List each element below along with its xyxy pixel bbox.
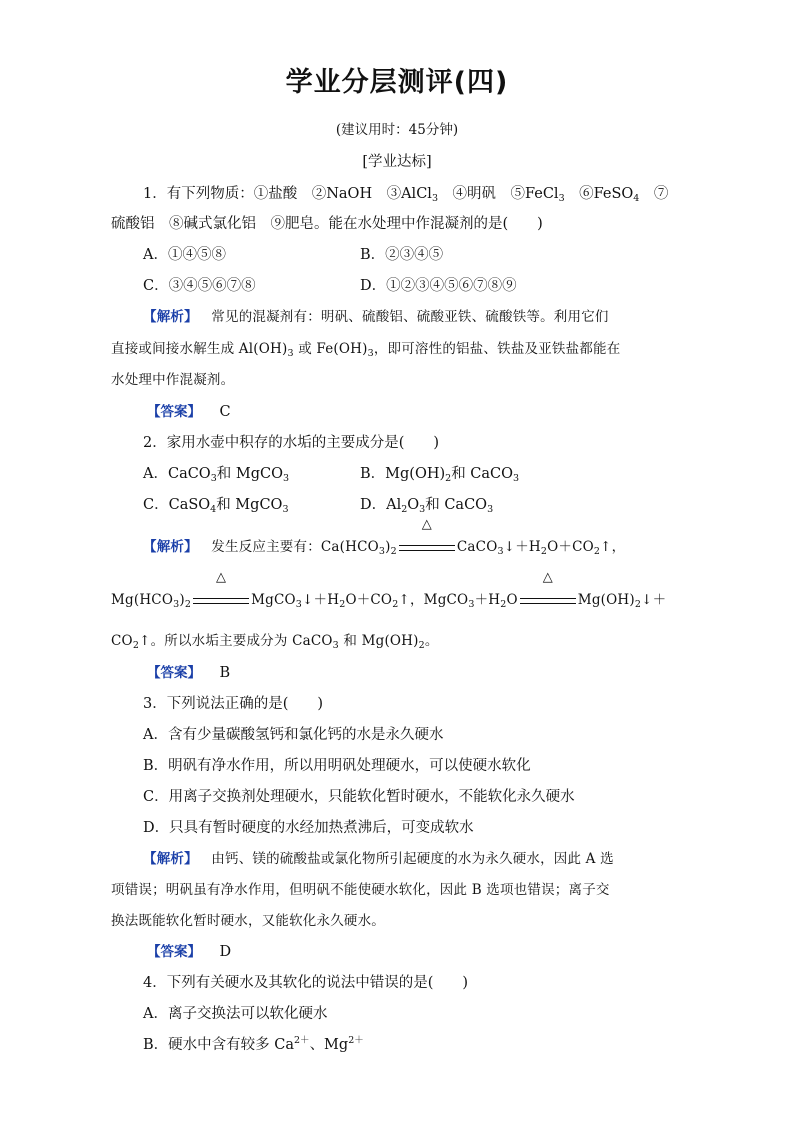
q1-option-c: C．③④⑤⑥⑦⑧ bbox=[143, 278, 256, 294]
q4-option-b: B．硬水中含有较多 $Ca^{2+}$、$Mg^{2+}$ bbox=[143, 1035, 364, 1053]
q3-analysis-line1: 【解析】 由钙、镁的硫酸盐或氯化物所引起硬度的水为永久硬水，因此 A 选 bbox=[143, 851, 614, 867]
q2-stem: 2．家用水壶中积存的水垢的主要成分是( ) bbox=[143, 435, 440, 451]
q2-answer: 【答案】 B bbox=[147, 665, 231, 681]
answer-tag: 【答案】 bbox=[147, 944, 201, 960]
q2-option-a: A．CaCO$_3$和 MgCO$_3$ bbox=[143, 466, 290, 484]
q1-analysis-line1: 【解析】 常见的混凝剂有：明矾、硫酸铝、硫酸亚铁、硫酸铁等。利用它们 bbox=[143, 309, 609, 325]
q2-option-c: C．CaSO$_4$和 MgCO$_3$ bbox=[143, 497, 289, 515]
q1-stem-line1: 1．有下列物质：①盐酸 ②NaOH ③AlCl$_3$ ④明矾 ⑤FeCl$_3$ ⑥FeSO$_4$ ⑦ bbox=[143, 186, 669, 204]
q2-analysis-line1: 【解析】 发生反应主要有：$Ca(HCO_3)_2$ △ $CaCO_3↓+H_2O+CO_2↑$， bbox=[143, 517, 626, 557]
q3-stem: 3．下列说法正确的是( ) bbox=[143, 696, 324, 712]
q1-stem-line2: 硫酸铝 ⑧碱式氯化铝 ⑨肥皂。能在水处理中作混凝剂的是( ) bbox=[111, 216, 543, 232]
q3-option-b: B．明矾有净水作用，所以用明矾处理硬水，可以使硬水软化 bbox=[143, 758, 531, 774]
analysis-tag: 【解析】 bbox=[143, 539, 198, 555]
heat-equals-sign: △ bbox=[397, 539, 457, 555]
section-heading: [学业达标] bbox=[362, 154, 432, 170]
q2-analysis-line3: $CO_2↑$。所以水垢主要成分为 CaCO$_3$ 和 $Mg(OH)_2$。 bbox=[111, 633, 439, 651]
analysis-tag: 【解析】 bbox=[143, 851, 198, 867]
q3-answer: 【答案】 D bbox=[147, 944, 232, 960]
q1-analysis-line3: 水处理中作混凝剂。 bbox=[111, 372, 235, 388]
q2-option-b: B．$Mg(OH)_2$和 CaCO$_3$ bbox=[360, 466, 520, 484]
q1-analysis-line2: 直接或间接水解生成 $Al(OH)_3$ 或 $Fe(OH)_3$，即可溶性的铝盐、铁盐及亚铁盐都能在 bbox=[111, 341, 621, 359]
analysis-tag: 【解析】 bbox=[143, 309, 198, 325]
q3-option-d: D．只具有暂时硬度的水经加热煮沸后，可变成软水 bbox=[143, 820, 474, 836]
answer-tag: 【答案】 bbox=[147, 404, 201, 420]
heat-equals-sign: △ bbox=[191, 592, 251, 608]
q1-option-a: A．①④⑤⑧ bbox=[143, 247, 226, 263]
q1-option-d: D．①②③④⑤⑥⑦⑧⑨ bbox=[360, 278, 517, 294]
heat-equals-sign: △ bbox=[518, 592, 578, 608]
q4-stem: 4．下列有关硬水及其软化的说法中错误的是( ) bbox=[143, 975, 469, 991]
q3-analysis-line3: 换法既能软化暂时硬水，又能软化永久硬水。 bbox=[111, 913, 385, 929]
q3-option-c: C．用离子交换剂处理硬水，只能软化暂时硬水，不能软化永久硬水 bbox=[143, 789, 575, 805]
q3-analysis-line2: 项错误；明矾虽有净水作用，但明矾不能使硬水软化，因此 B 选项也错误；离子交 bbox=[111, 882, 610, 898]
q3-option-a: A．含有少量碳酸氢钙和氯化钙的水是永久硬水 bbox=[143, 727, 444, 743]
time-hint: (建议用时：45分钟) bbox=[335, 122, 459, 138]
page-title: 学业分层测评(四) bbox=[285, 67, 509, 98]
q2-option-d: D．$Al_2O_3$和 CaCO$_3$ bbox=[360, 497, 494, 515]
answer-tag: 【答案】 bbox=[147, 665, 201, 681]
q1-option-b: B．②③④⑤ bbox=[360, 247, 444, 263]
q2-analysis-line2: $Mg(HCO_3)_2$ △ $MgCO_3↓+H_2O+CO_2↑$，$MgCO_3+H_2O$ △ $Mg(OH)_2↓+$ bbox=[111, 570, 667, 610]
q4-option-a: A．离子交换法可以软化硬水 bbox=[143, 1006, 328, 1022]
q1-answer: 【答案】 C bbox=[147, 404, 231, 420]
